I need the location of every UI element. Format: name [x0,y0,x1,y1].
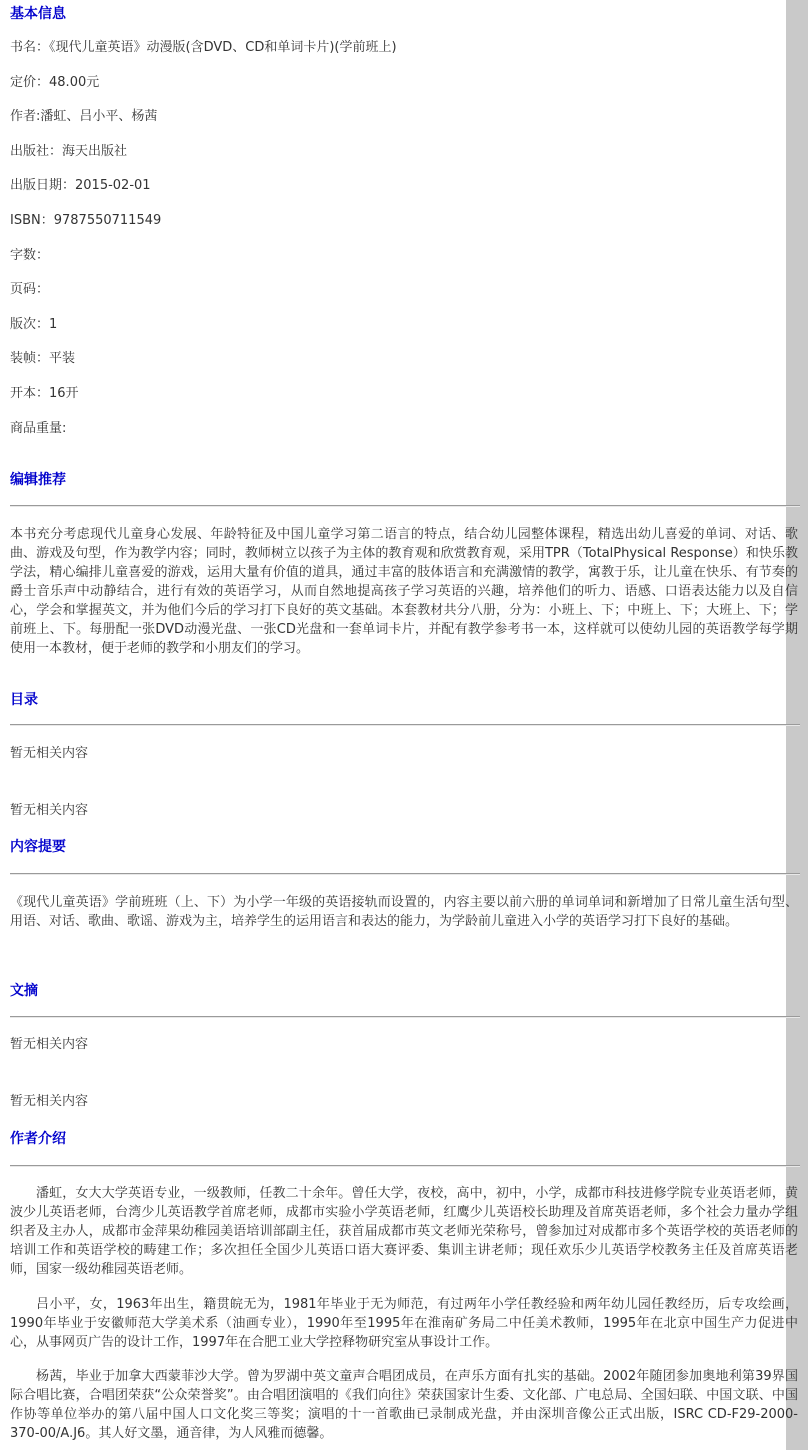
info-value: 《现代儿童英语》动漫版(含DVD、CD和单词卡片)(学前班上) [49,40,397,55]
info-label: 页码： [10,282,50,297]
info-label: 开本： [10,386,50,401]
section-title-authors: 作者介绍 [10,1131,66,1147]
section-title-basic-info: 基本信息 [10,6,66,22]
info-row [10,212,161,230]
info-value: 48.00元 [49,75,100,90]
info-label: 定价： [10,75,50,90]
info-row [10,39,397,57]
summary-text: 《现代儿童英语》学前班班（上、下）为小学一年级的英语接轨而设置的，内容主要以前六册的单词单词和新增加了日常儿童生活句型、用语、对话、歌曲、歌谣、游戏为主，培养学生的运用语言和表达的能力，为学龄前儿童进入小学的英语学习打下良好的基础。 [10,895,798,929]
author-bio-yangqian: 杨茜，毕业于加拿大西蒙菲沙大学。曾为罗湖中英文童声合唱团成员，在声乐方面有扎实的基础。2002年随团参加奥地利第39界国际合唱比赛，合唱团荣获“公众荣誉奖”。由合唱团演唱的《我们向往》荣获国家计生委、文化部、广电总局、全国妇联、中国文联、中国作协等单位举办的第八届中国人口文化奖三等奖；演唱的十一首歌曲已录制成光盘，并由深圳音像公正式出版，ISRC CD-F29-2000-370-00/A.J6。其人好文墨，通音律，为人风雅而德馨。 [10,1369,798,1441]
excerpt-empty-text: 暂无相关内容 [10,1037,89,1052]
info-label: 版次： [10,317,50,332]
excerpt-empty-text: 暂无相关内容 [10,1094,89,1109]
info-row [10,177,151,195]
info-value: 平装 [49,351,76,366]
info-label: 字数： [10,248,50,263]
info-value: 1 [49,317,58,332]
info-value: 9787550711549 [53,213,162,228]
divider [10,724,800,726]
toc-empty-text: 暂无相关内容 [10,746,89,761]
divider [10,505,800,507]
section-title-summary: 内容提要 [10,839,66,855]
author-bio-panhong: 潘虹，女大大学英语专业，一级教师，任教二十余年。曾任大学，夜校，高中，初中，小学，成都市科技进修学院专业英语老师，黄波少儿英语老师，台湾少儿英语教学首席老师，成都市实验小学英语老师，红鹰少儿英语校长助理及首席英语老师，多个社会力量办学组织者及主办人，成都市金萍果幼稚园美语培训部副主任，获首届成都市英文老师光荣称号，曾参加过对成都市多个英语学校的英语老师的培训工作和英语学校的畴建工作；多次担任全国少儿英语口语大赛评委、集训主讲老师；现任欢乐少儿英语学校教务主任及首席英语老师，国家一级幼稚园英语老师。 [10,1186,798,1277]
section-title-editor-recommend: 编辑推荐 [10,472,66,488]
info-row [10,247,49,265]
info-label: 出版社： [10,144,63,159]
info-value: 海天出版社 [62,144,128,159]
section-title-excerpt: 文摘 [10,983,38,999]
info-row [10,74,99,92]
divider [10,873,800,875]
info-row [10,316,57,334]
divider [10,1165,800,1167]
info-row [10,143,127,161]
info-value: 2015-02-01 [75,178,151,193]
section-title-toc: 目录 [10,692,38,708]
divider [10,1016,800,1018]
info-row [10,420,66,438]
editor-recommend-text: 本书充分考虑现代儿童身心发展、年龄特征及中国儿童学习第二语言的特点，结合幼儿园整体课程，精选出幼儿喜爱的单词、对话、歌曲、游戏及句型，作为教学内容；同时，教师树立以孩子为主体的教育观和欣赏教育观，采用TPR（TotalPhysical Response）和快乐教学法，精心编排儿童喜爱的游戏，运用大量有价值的道具，通过丰富的肢体语言和充满激情的教学，寓教于乐，让儿童在快乐、有节奏的爵士音乐声中动静结合，进行有效的英语学习，从而自然地提高孩子学习英语的兴趣，培养他们的听力、语感、口语表达能力以及自信心，学会和掌握英文，并为他们今后的学习打下良好的英文基础。本套教材共分八册，分为：小班上、下；中班上、下；大班上、下；学前班上、下。每册配一张DVD动漫光盘、一张CD光盘和一套单词卡片，并配有教学参考书一本，这样就可以使幼儿园的英语教学每学期使用一本教材，便于老师的教学和小朋友们的学习。 [10,527,798,656]
info-row [10,108,157,126]
info-row [10,385,79,403]
info-value: 16开 [49,386,79,401]
info-label: ISBN： [10,213,54,228]
toc-empty-text: 暂无相关内容 [10,803,89,818]
info-label: 商品重量: [10,421,67,436]
info-row [10,281,49,299]
info-label: 出版日期： [10,178,76,193]
info-row [10,350,75,368]
info-label: 作者: [10,109,41,124]
info-label: 装帧： [10,351,50,366]
info-label: 书名： [10,40,50,55]
author-bio-lvxiaoping: 吕小平，女，1963年出生，籍贯皖无为，1981年毕业于无为师范，有过两年小学任教经验和两年幼儿园任教经历，后专攻绘画，1990年毕业于安徽师范大学美术系（油画专业），1990年至1995年在淮南矿务局二中任美术教师，1995年在北京中国生产力促进中心，从事网页广告的设计工作，1997年在合肥工业大学控释物研究室从事设计工作。 [10,1297,798,1350]
info-value: 潘虹、吕小平、杨茜 [40,109,158,124]
